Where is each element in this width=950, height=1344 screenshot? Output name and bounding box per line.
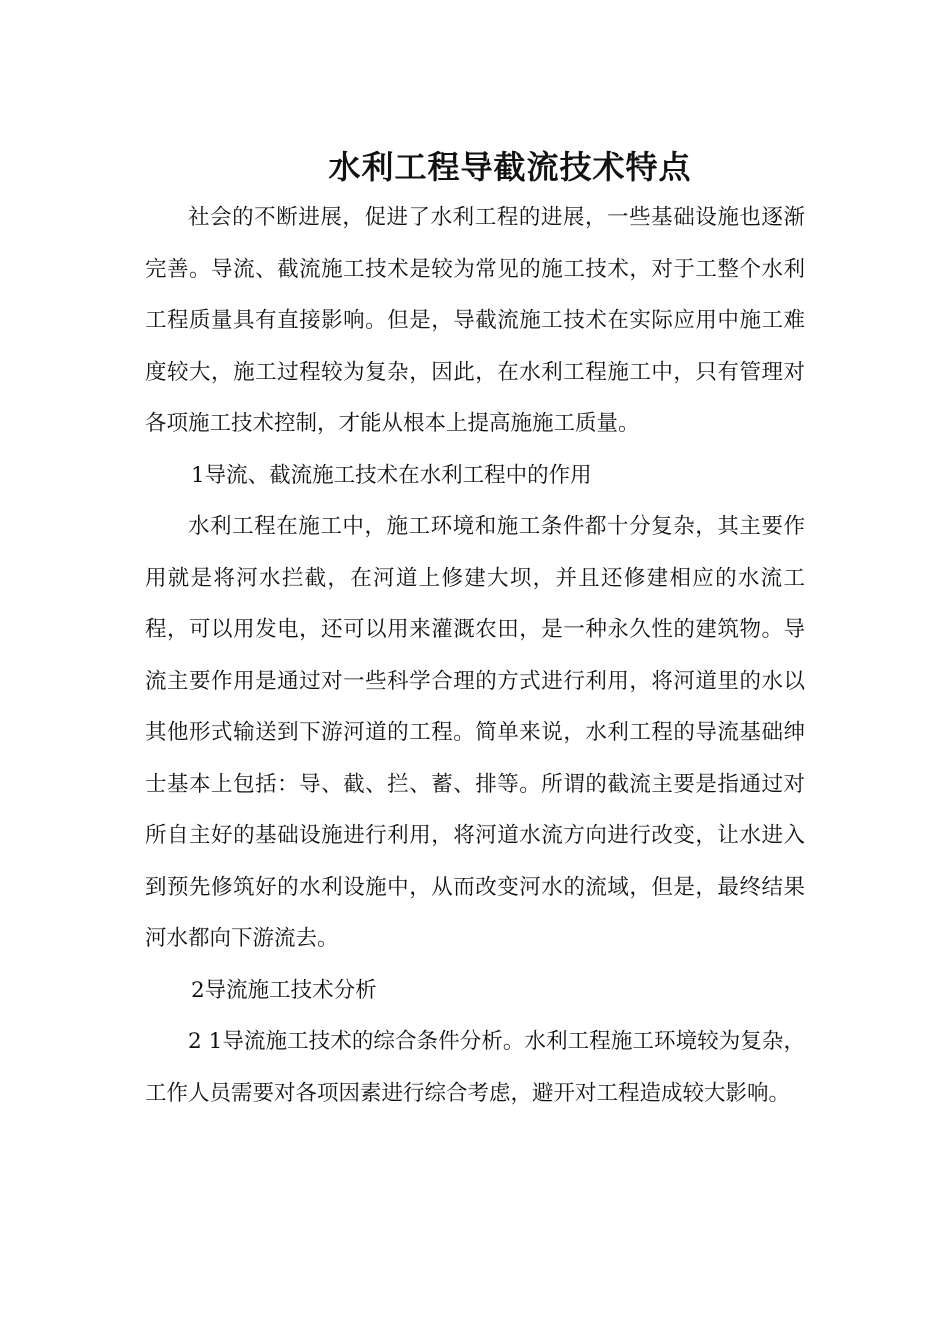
section-heading-1: 1导流、截流施工技术在水利工程中的作用 (191, 462, 592, 488)
paragraph-intro: 社会的不断进展，促进了水利工程的进展，一些基础设施也逐渐完善。导流、截流施工技术是较为常见的施工技术，对于工整个水利工程质量具有直接影响。但是，导截流施工技术在实际应用中施工难度较大，施工过程较为复杂，因此，在水利工程施工中，只有管理对各项施工技术控制，才能从根本上提高施施工质量。 (145, 205, 805, 436)
section-heading-2: 2导流施工技术分析 (191, 977, 377, 1003)
paragraph-section-2-1: 2 1导流施工技术的综合条件分析。水利工程施工环境较为复杂，工作人员需要对各项因素进行综合考虑，避开对工程造成较大影响。 (145, 1029, 805, 1106)
document-title: 水利工程导截流技术特点 (328, 148, 692, 187)
document-body (145, 192, 805, 1119)
paragraph-section-1: 水利工程在施工中，施工环境和施工条件都十分复杂，其主要作用就是将河水拦截，在河道上修建大坝，并且还修建相应的水流工程，可以用发电，还可以用来灌溉农田，是一种永久性的建筑物。导流主要作用是通过对一些科学合理的方式进行利用，将河道里的水以其他形式输送到下游河道的工程。简单来说，水利工程的导流基础绅士基本上包括：导、截、拦、蓄、排等。所谓的截流主要是指通过对所自主好的基础设施进行利用，将河道水流方向进行改变，让水进入到预先修筑好的水利设施中，从而改变河水的流域，但是，最终结果河水都向下游流去。 (145, 514, 805, 951)
